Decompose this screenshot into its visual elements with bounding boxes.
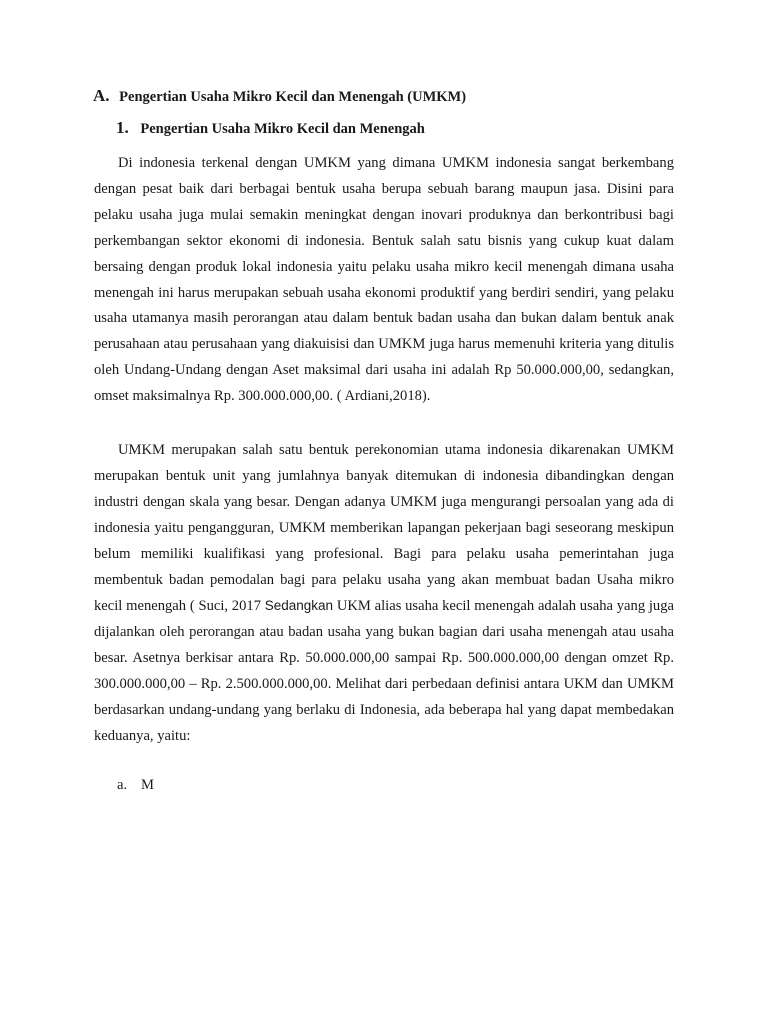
paragraph-2-block xyxy=(94,438,674,750)
list-item-a xyxy=(117,777,154,794)
paragraph-2-after: UKM alias usaha kecil menengah adalah usaha yang juga dijalankan oleh perorangan atau badan usaha yang bukan bagian dari usaha menengah atau usaha besar. Asetnya berkisar antara Rp. 50.000.000,00 sampai Rp. 500.000.000,00 dengan omzet Rp. 300.000.000,00 – Rp. 2.500.000.000,00. Melihat dari perbedaan definisi antara UKM dan UMKM berdasarkan undang-undang yang berlaku di Indonesia, ada beberapa hal yang dapat membedakan keduanya, yaitu: xyxy=(94,598,675,744)
list-item-a-text: M xyxy=(141,777,154,793)
subsection-1-title: Pengertian Usaha Mikro Kecil dan Menengah xyxy=(140,121,425,137)
subsection-1-heading xyxy=(116,118,425,138)
section-a-marker: A. xyxy=(93,86,110,105)
section-a-heading xyxy=(93,86,466,106)
paragraph-2-before: UMKM merupakan salah satu bentuk perekonomian utama indonesia dikarenakan UMKM merupakan bentuk unit yang jumlahnya banyak ditemukan di indonesia dibandingkan dengan industri dengan skala yang besar. Dengan adanya UMKM juga mengurangi persoalan yang ada di indonesia yaitu pengangguran, UMKM memberikan lapangan pekerjaan bagi seseorang meskipun belum memiliki kualifikasi yang profesional. Bagi para pelaku usaha pemerintahan juga membentuk badan pemodalan bagi para pelaku usaha yang akan membuat badan Usaha mikro kecil menengah ( Suci, 2017 xyxy=(94,442,674,615)
paragraph-2 xyxy=(94,438,674,750)
section-a-title: Pengertian Usaha Mikro Kecil dan Menengah (UMKM) xyxy=(119,89,467,105)
list-item-a-marker: a. xyxy=(117,777,128,793)
paragraph-1-block xyxy=(94,151,674,410)
subsection-1-marker: 1. xyxy=(116,118,129,137)
paragraph-2-styled-word: Sedangkan xyxy=(264,598,334,614)
paragraph-1: Di indonesia terkenal dengan UMKM yang dimana UMKM indonesia sangat berkembang dengan pesat baik dari berbagai bentuk usaha berupa sebuah barang maupun jasa. Disini para pelaku usaha juga mulai semakin meningkat dengan inovari produknya dan berkontribusi bagi perkembangan sektor ekonomi di indonesia. Bentuk salah satu bisnis yang cukup kuat dalam bersaing dengan produk lokal indonesia yaitu pelaku usaha mikro kecil menengah dimana usaha menengah ini harus merupakan sebuah usaha ekonomi produktif yang berdiri sendiri, yang pelaku usaha utamanya masih perorangan atau dalam bentuk badan usaha dan bukan dalam bentuk anak perusahaan atau perusahaan yang diakuisisi dan UMKM juga harus memenuhi kriteria yang ditulis oleh Undang-Undang dengan Aset maksimal dari usaha ini adalah Rp 50.000.000,00, sedangkan, omset maksimalnya Rp. 300.000.000,00. ( Ardiani,2018). xyxy=(94,155,674,405)
